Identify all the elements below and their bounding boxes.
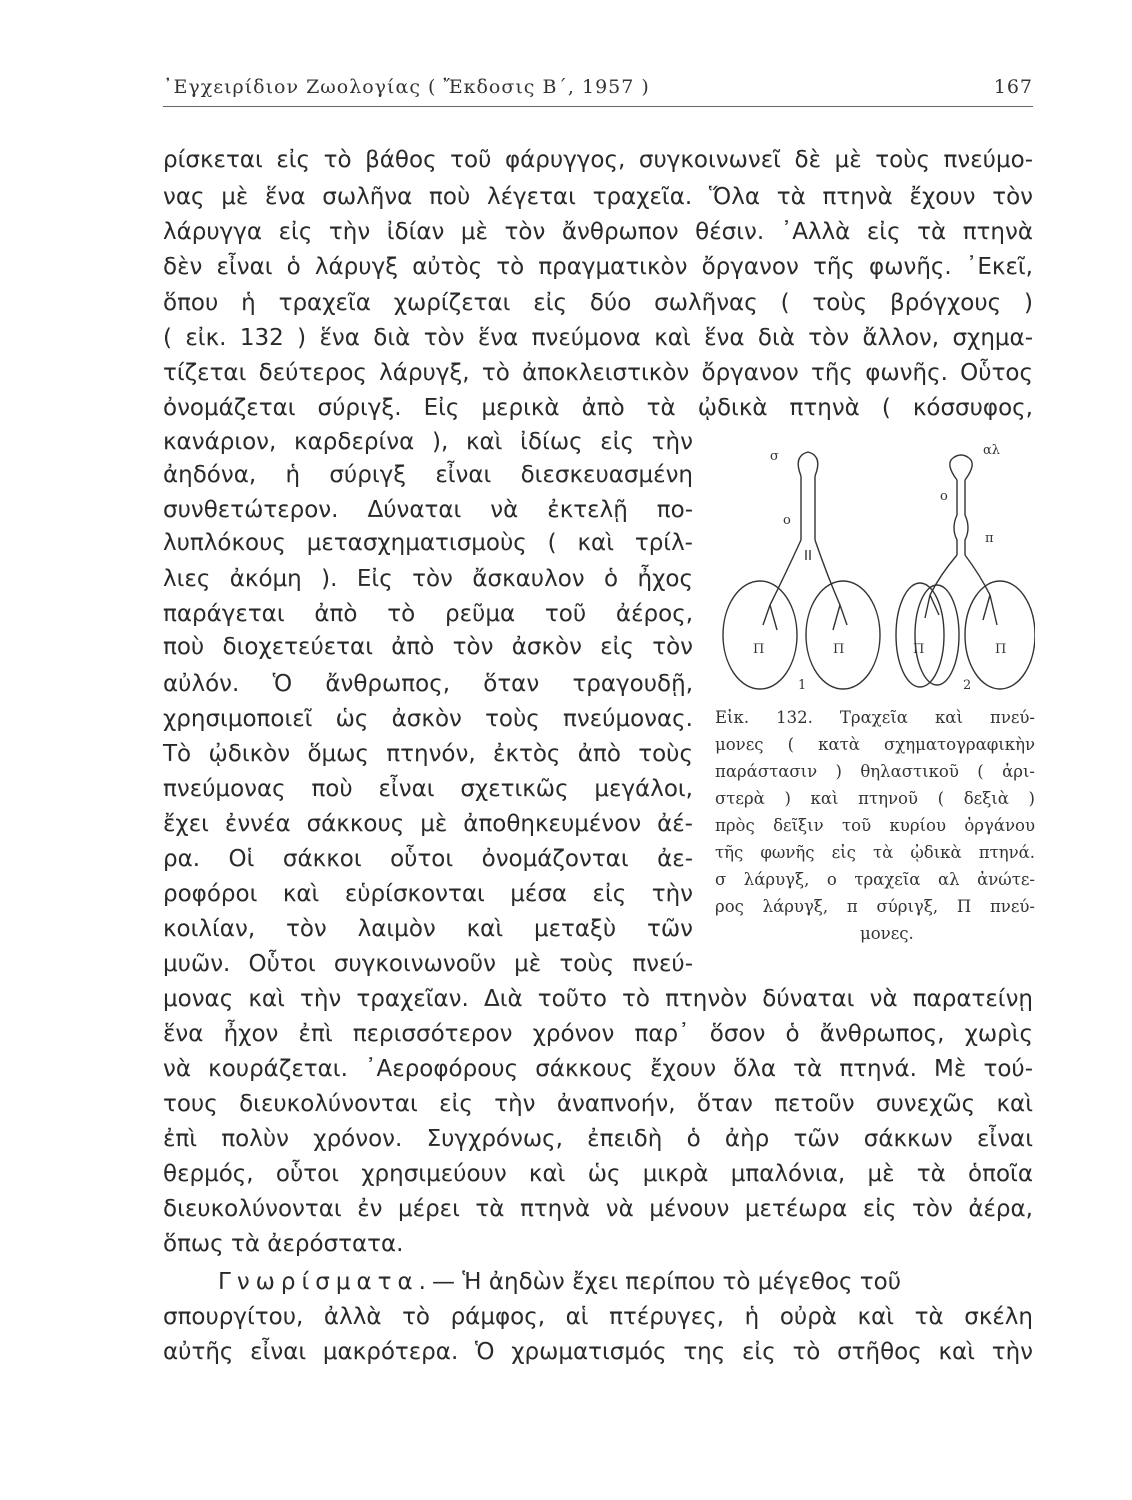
caption-line: μονες. (860, 924, 914, 943)
text-line: κανάριον, καρδερίνα ), καὶ ἰδίως εἰς τὴν (163, 429, 693, 455)
label-o-right: ο (940, 489, 948, 504)
figure-number-2: 2 (963, 678, 972, 690)
bronchi-branches (763, 605, 847, 630)
caption-line: στερὰ ) καὶ πτηνοῦ ( δεξιὰ ) (715, 789, 1035, 808)
caption-line: μονες ( κατὰ σχηματογραφικὴν (715, 735, 1035, 754)
text-line: σπουργίτου, ἀλλὰ τὸ ράμφος, αἱ πτέρυγες, ἡ οὐρὰ καὶ τὰ σκέλη (163, 1304, 1033, 1330)
bird-right-lung (965, 581, 1035, 689)
bird-bronchi-branches (925, 595, 997, 625)
figure-number-1: 1 (798, 678, 807, 690)
text-line: ρίσκεται εἰς τὸ βάθος τοῦ φάρυγγος, συγκοινωνεῖ δὲ μὲ τοὺς πνεύμο- (163, 147, 1033, 173)
text-line: κοιλίαν, τὸν λαιμὸν καὶ μεταξὺ τῶν (163, 916, 693, 942)
label-p: π (985, 531, 994, 546)
section-heading: Γνωρίσματα. (218, 1269, 432, 1295)
text-line: ἀηδόνα, ἡ σύριγξ εἶναι διεσκευασμένη (163, 462, 693, 488)
running-header (163, 72, 1033, 102)
label-al: αλ (983, 443, 1001, 458)
section-first-line (218, 1268, 1033, 1298)
label-o-left: ο (783, 513, 791, 528)
left-lung (723, 581, 797, 689)
right-lung (806, 581, 880, 689)
figure-trachea-lungs (715, 440, 1035, 690)
text-line: τίζεται δεύτερος λάρυγξ, τὸ ἀποκλειστικὸν ὄργανον τῆς φωνῆς. Οὗτος (163, 360, 1033, 386)
text-line: ἐπὶ πολὺν χρόνον. Συγχρόνως, ἐπειδὴ ὁ ἀὴρ τῶν σάκκων εἶναι (163, 1126, 1033, 1152)
label-P-2: Π (833, 642, 845, 657)
header-rule (163, 106, 1033, 107)
caption-line: ρος λάρυγξ, π σύριγξ, Π πνεύ- (715, 897, 1035, 916)
book-title: ᾿Εγχειρίδιον Ζωολογίας ( Ἔκδοσις Β΄, 1957 ) (163, 76, 650, 98)
text-line: πνεύμονας ποὺ εἶναι σχετικῶς μεγάλοι, (163, 776, 693, 802)
text-line: αὐλόν. Ὁ ἄνθρωπος, ὅταν τραγουδῇ, (163, 671, 693, 697)
text-line: μονας καὶ τὴν τραχεῖαν. Διὰ τοῦτο τὸ πτηνὸν δύναται νὰ παρατείνῃ (163, 986, 1033, 1012)
text-line: — Ἡ ἀηδὼν ἔχει περίπου τὸ μέγεθος τοῦ (432, 1269, 902, 1295)
text-line: δὲν εἶναι ὁ λάρυγξ αὐτὸς τὸ πραγματικὸν ὄργανον τῆς φωνῆς. ᾿Εκεῖ, (163, 254, 1033, 280)
text-line: ποὺ διοχετεύεται ἀπὸ τὸν ἀσκὸν εἰς τὸν (163, 634, 693, 660)
caption-line: πρὸς δεῖξιν τοῦ κυρίου ὀργάνου (715, 816, 1035, 835)
text-line: ἕνα ἦχον ἐπὶ περισσότερον χρόνον παρ᾿ ὅσον ὁ ἄνθρωπος, χωρὶς (163, 1021, 1033, 1047)
caption-line: Εἰκ. 132. Τραχεῖα καὶ πνεύ- (715, 708, 1035, 727)
label-P-1: Π (753, 642, 765, 657)
bird-left-lung (896, 583, 944, 687)
page-number: 167 (993, 76, 1033, 98)
text-line: λιες ἀκόμη ). Εἰς τὸν ἄσκαυλον ὁ ἦχος (163, 566, 693, 592)
text-line: παράγεται ἀπὸ τὸ ρεῦμα τοῦ ἀέρος, (163, 601, 693, 627)
caption-line: τῆς φωνῆς εἰς τὰ ᾠδικὰ πτηνά. (715, 843, 1035, 862)
trachea-tube (801, 476, 815, 540)
text-line: θερμός, οὗτοι χρησιμεύουν καὶ ὡς μικρὰ μπαλόνια, μὲ τὰ ὁποῖα (163, 1161, 1033, 1187)
upper-larynx-shape (950, 455, 972, 480)
text-line: ὅπου ἡ τραχεῖα χωρίζεται εἰς δύο σωλῆνας ( τοὺς βρόγχους ) (163, 290, 1033, 316)
text-line: ἔχει ἐννέα σάκκους μὲ ἀποθηκευμένον ἀέ- (163, 811, 693, 837)
caption-line: σ λάρυγξ, ο τραχεῖα αλ ἀνώτε- (715, 870, 1035, 889)
text-line: νὰ κουράζεται. ᾿Αεροφόρους σάκκους ἔχουν ὅλα τὰ πτηνά. Μὲ τού- (163, 1056, 1033, 1082)
text-line: ρα. Οἱ σάκκοι οὗτοι ὀνομάζονται ἀε- (163, 846, 693, 872)
label-s: σ (770, 449, 779, 464)
text-line: αὐτῆς εἶναι μακρότερα. Ὁ χρωματισμός της εἰς τὸ στῆθος καὶ τὴν (163, 1339, 1033, 1365)
bird-trachea (954, 480, 968, 555)
text-line: ( εἰκ. 132 ) ἕνα διὰ τὸν ἕνα πνεύμονα καὶ ἕνα διὰ τὸν ἄλλον, σχημα- (163, 325, 1033, 351)
mammal-diagram (723, 452, 880, 689)
text-line: Τὸ ᾠδικὸν ὅμως πτηνόν, ἐκτὸς ἀπὸ τοὺς (163, 741, 693, 767)
label-P-3: Π (913, 642, 925, 657)
bronchi (770, 540, 840, 605)
text-line: ὅπως τὰ ἀερόστατα. (163, 1231, 404, 1257)
text-line: τους διευκολύνονται εἰς τὴν ἀναπνοήν, ὅταν πετοῦν συνεχῶς καὶ (163, 1091, 1033, 1117)
text-line: ροφόροι καὶ εὑρίσκονται μέσα εἰς τὴν (163, 881, 693, 907)
text-line: ὀνομάζεται σύριγξ. Εἰς μερικὰ ἀπὸ τὰ ᾠδικὰ πτηνὰ ( κόσσυφος, (163, 395, 1033, 421)
text-line: συνθετώτερον. Δύναται νὰ ἐκτελῇ πο- (163, 497, 693, 523)
larynx-shape (798, 452, 818, 476)
label-P-4: Π (995, 642, 1007, 657)
text-line: μυῶν. Οὗτοι συγκοινωνοῦν μὲ τοὺς πνεύ- (163, 951, 693, 977)
text-line: λάρυγγα εἰς τὴν ἰδίαν μὲ τὸν ἄνθρωπον θέσιν. ᾿Αλλὰ εἰς τὰ πτηνὰ (163, 219, 1033, 245)
text-line: λυπλόκους μετασχηματισμοὺς ( καὶ τρίλ- (163, 530, 693, 556)
text-line: νας μὲ ἕνα σωλῆνα ποὺ λέγεται τραχεῖα. Ὅλα τὰ πτηνὰ ἔχουν τὸν (163, 184, 1033, 210)
caption-line: παράστασιν ) θηλαστικοῦ ( ἀρι- (715, 762, 1035, 781)
text-line: διευκολύνονται ἐν μέρει τὰ πτηνὰ νὰ μένουν μετέωρα εἰς τὸν ἀέρα, (163, 1196, 1033, 1222)
text-line: χρησιμοποιεῖ ὡς ἀσκὸν τοὺς πνεύμονας. (163, 706, 693, 732)
